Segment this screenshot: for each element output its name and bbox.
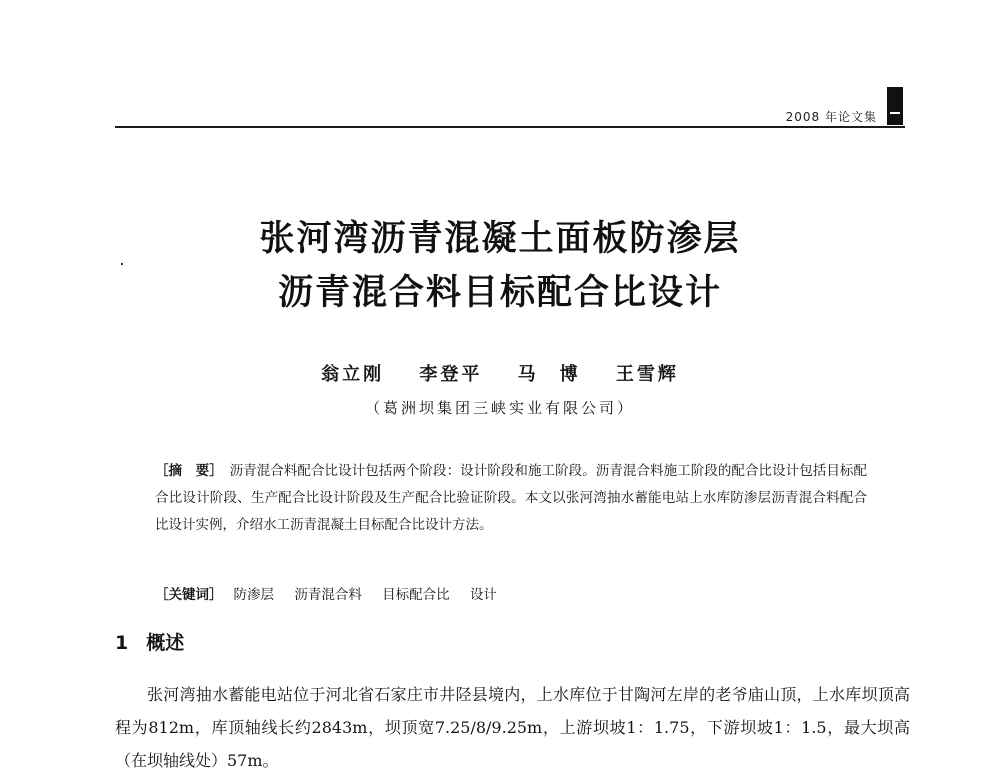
abstract-label: ［摘 要］ (155, 463, 223, 479)
author-affiliation: （葛洲坝集团三峡实业有限公司） (364, 399, 635, 417)
keywords (155, 582, 867, 609)
abstract-text: 沥青混合料配合比设计包括两个阶段：设计阶段和施工阶段。沥青混合料施工阶段的配合比设计包括目标配合比设计阶段、生产配合比设计阶段及生产配合比验证阶段。本文以张河湾抽水蓄能电站上水库防渗层沥青混合料配合比设计实例，介绍水工沥青混凝土目标配合比设计方法。 (155, 463, 867, 533)
title-line-2: 沥青混合料目标配合比设计 (277, 272, 722, 313)
running-header (115, 108, 905, 128)
author-name: 马 博 (517, 364, 581, 385)
section-number: 1 (115, 632, 129, 654)
keyword: 沥青混合料 (294, 587, 362, 603)
author-name: 李登平 (419, 364, 483, 385)
author-list (0, 360, 1000, 386)
section-title: 概述 (146, 632, 185, 654)
keywords-label: ［关键词］ (155, 587, 223, 603)
running-header-title: 2008 年论文集 (785, 110, 877, 124)
keyword: 防渗层 (233, 587, 275, 603)
keyword: 目标配合比 (382, 587, 450, 603)
paper-title (0, 213, 1000, 319)
author-name: 翁立刚 (321, 364, 385, 385)
section-heading (115, 628, 184, 655)
keyword: 设计 (469, 587, 497, 603)
abstract (155, 458, 867, 539)
body-paragraph: 张河湾抽水蓄能电站位于河北省石家庄市井陉县境内，上水库位于甘陶河左岸的老爷庙山顶，上水库坝顶高程为812m，库顶轴线长约2843m，坝顶宽7.25/8/9.25m，上游坝坡1：1.75，下游坝坡1：1.5，最大坝高（在坝轴线处）57m。 (115, 685, 910, 770)
author-name: 王雪辉 (615, 364, 679, 385)
title-line-1: 张河湾沥青混凝土面板防渗层 (259, 218, 741, 259)
